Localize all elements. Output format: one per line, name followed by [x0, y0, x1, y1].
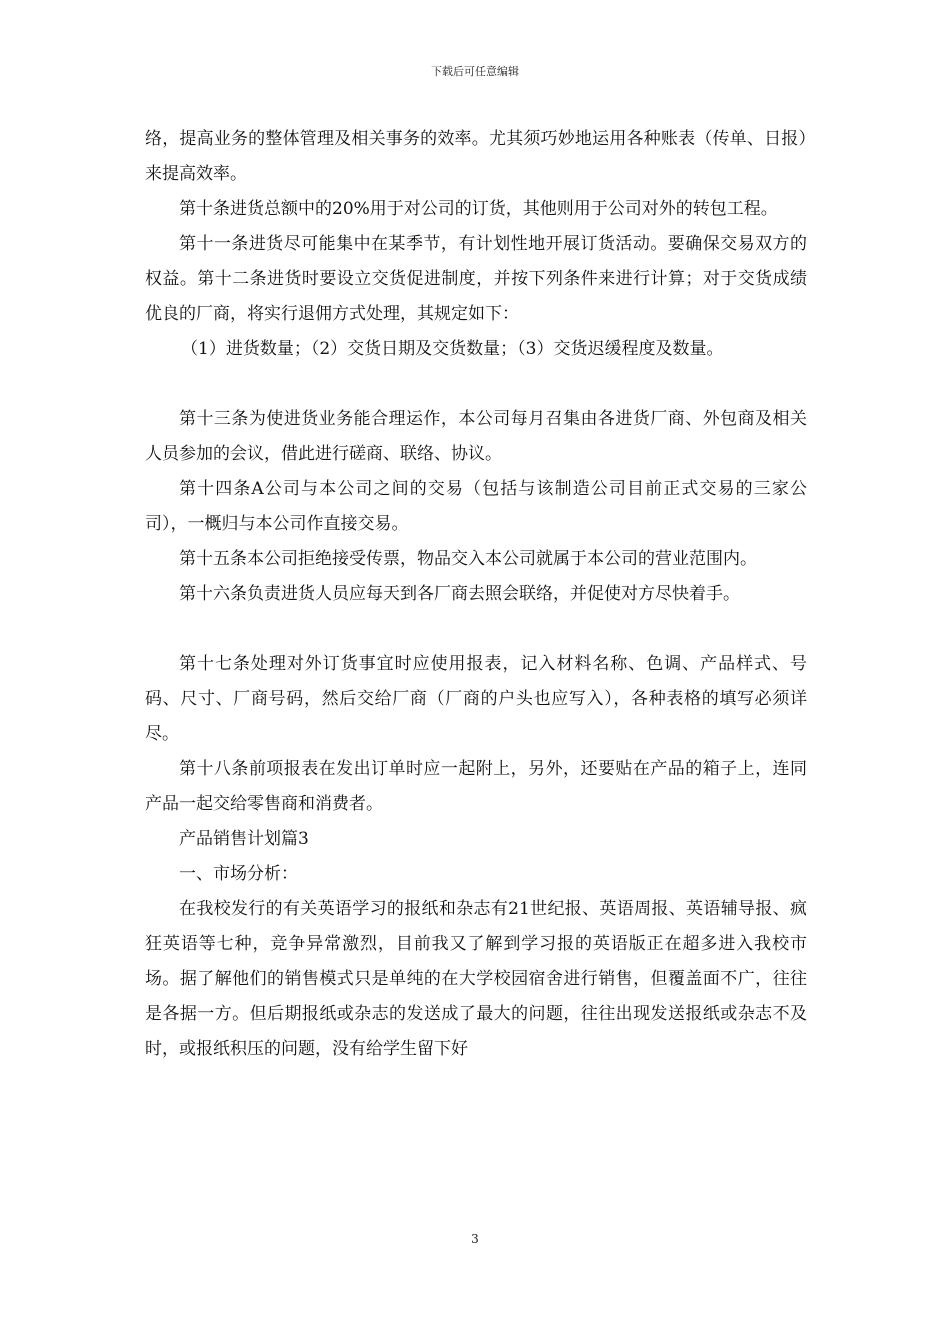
page-number: 3 — [471, 1232, 479, 1246]
page-header: 下载后可任意编辑 — [431, 65, 519, 78]
section-heading-market-analysis: 一、市场分析： — [179, 864, 298, 884]
paragraph-article-14: 第十四条A公司与本公司之间的交易（包括与该制造公司目前正式交易的三家公司），一概归与本公司作直接交易。 — [145, 479, 807, 534]
paragraph-conditions-list: （1）进货数量；（2）交货日期及交货数量；（3）交货迟缓程度及数量。 — [181, 339, 724, 359]
paragraph-article-15: 第十五条本公司拒绝接受传票，物品交入本公司就属于本公司的营业范围内。 — [179, 549, 757, 569]
paragraph-continuation: 络，提高业务的整体管理及相关事务的效率。尤其须巧妙地运用各种账表（传单、日报）来提高效率。 — [145, 129, 807, 184]
paragraph-article-10: 第十条进货总额中的20%用于对公司的订货，其他则用于公司对外的转包工程。 — [179, 199, 778, 219]
paragraph-article-17: 第十七条处理对外订货事宜时应使用报表，记入材料名称、色调、产品样式、号码、尺寸、厂商号码，然后交给厂商（厂商的户头也应写入），各种表格的填写必须详尽。 — [145, 654, 807, 744]
paragraph-article-16: 第十六条负责进货人员应每天到各厂商去照会联络，并促使对方尽快着手。 — [179, 584, 740, 604]
document-body — [145, 122, 807, 1067]
paragraph-article-11-12: 第十一条进货尽可能集中在某季节，有计划性地开展订货活动。要确保交易双方的权益。第十二条进货时要设立交货促进制度，并按下列条件来进行计算；对于交货成绩优良的厂商，将实行退佣方式处理，其规定如下： — [145, 234, 807, 324]
paragraph-market-analysis: 在我校发行的有关英语学习的报纸和杂志有21世纪报、英语周报、英语辅导报、疯狂英语等七种，竞争异常激烈，目前我又了解到学习报的英语版正在超多进入我校市场。据了解他们的销售模式只是单纯的在大学校园宿舍进行销售，但覆盖面不广，往往是各据一方。但后期报纸或杂志的发送成了最大的问题，往往出现发送报纸或杂志不及时，或报纸积压的问题，没有给学生留下好 — [145, 899, 807, 1059]
paragraph-article-18: 第十八条前项报表在发出订单时应一起附上，另外，还要贴在产品的箱子上，连同产品一起交给零售商和消费者。 — [145, 759, 807, 814]
paragraph-article-13: 第十三条为使进货业务能合理运作，本公司每月召集由各进货厂商、外包商及相关人员参加的会议，借此进行磋商、联络、协议。 — [145, 409, 807, 464]
section-title: 产品销售计划篇3 — [179, 829, 309, 849]
blank-line — [145, 612, 807, 647]
blank-line — [145, 367, 807, 402]
